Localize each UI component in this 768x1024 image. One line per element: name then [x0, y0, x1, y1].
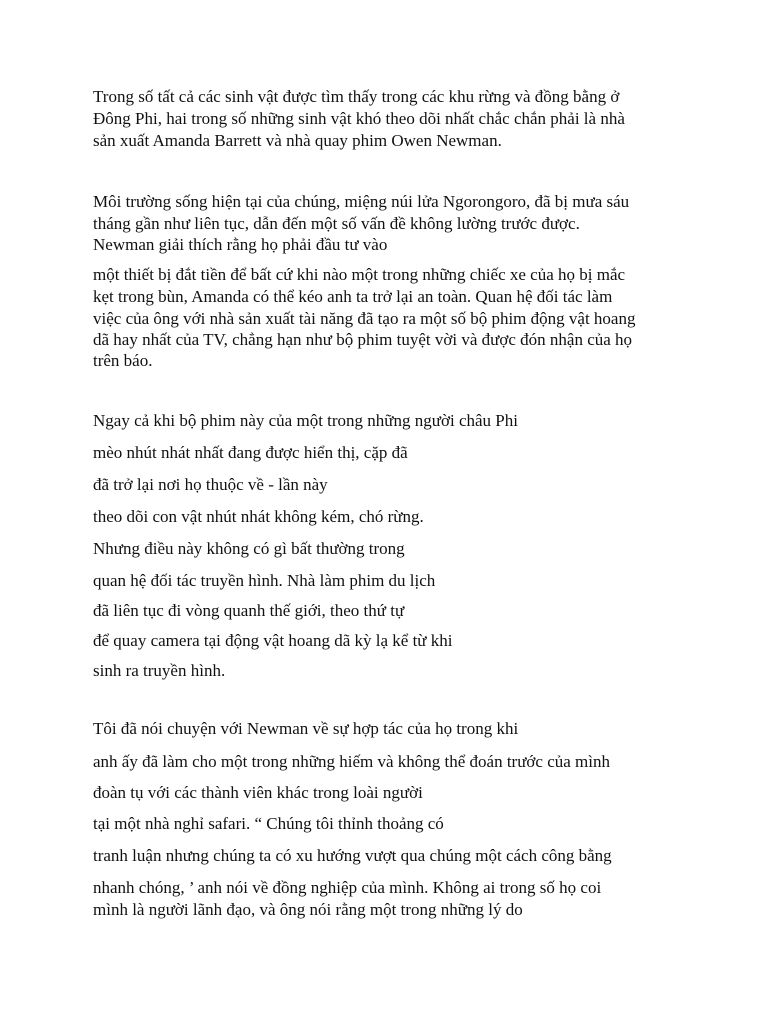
text-line: Nhưng điều này không có gì bất thường trong — [93, 539, 405, 558]
text-line: kẹt trong bùn, Amanda có thể kéo anh ta trở lại an toàn. Quan hệ đối tác làm — [93, 287, 613, 306]
text-line: một thiết bị đắt tiền để bất cứ khi nào một trong những chiếc xe của họ bị mắc — [93, 265, 626, 284]
text-line: đoàn tụ với các thành viên khác trong loài người — [93, 783, 423, 802]
text-line: Newman giải thích rằng họ phải đầu tư vào — [93, 235, 388, 254]
text-line: tranh luận nhưng chúng ta có xu hướng vượt qua chúng một cách công bằng — [93, 846, 612, 865]
text-line: theo dõi con vật nhút nhát không kém, chó rừng. — [93, 507, 424, 526]
text-line: Trong số tất cả các sinh vật được tìm thấy trong các khu rừng và đồng bằng ở — [93, 87, 620, 106]
text-line: sản xuất Amanda Barrett và nhà quay phim Owen Newman. — [93, 131, 502, 150]
text-line: đã trở lại nơi họ thuộc về - lần này — [93, 475, 328, 494]
text-line: sinh ra truyền hình. — [93, 661, 226, 680]
text-line: tháng gần như liên tục, dẫn đến một số vấn đề không lường trước được. — [93, 214, 580, 233]
text-line: việc của ông với nhà sản xuất tài năng đã tạo ra một số bộ phim động vật hoang — [93, 309, 636, 328]
text-line: đã liên tục đi vòng quanh thế giới, theo thứ tự — [93, 601, 405, 620]
text-line: anh ấy đã làm cho một trong những hiếm và không thể đoán trước của mình — [93, 752, 610, 771]
text-line: Môi trường sống hiện tại của chúng, miệng núi lửa Ngorongoro, đã bị mưa sáu — [93, 192, 630, 211]
text-line: Đông Phi, hai trong số những sinh vật khó theo dõi nhất chắc chắn phải là nhà — [93, 109, 625, 128]
text-line: dã hay nhất của TV, chẳng hạn như bộ phim tuyệt vời và được đón nhận của họ — [93, 330, 633, 349]
text-line: Ngay cả khi bộ phim này của một trong những người châu Phi — [93, 411, 518, 430]
text-line: trên báo. — [93, 351, 153, 370]
text-line: Tôi đã nói chuyện với Newman về sự hợp tác của họ trong khi — [93, 719, 519, 738]
text-line: quan hệ đối tác truyền hình. Nhà làm phim du lịch — [93, 571, 436, 590]
text-line: nhanh chóng, ’ anh nói về đồng nghiệp của mình. Không ai trong số họ coi — [93, 878, 602, 897]
text-line: để quay camera tại động vật hoang dã kỳ lạ kể từ khi — [93, 631, 453, 650]
text-line: mình là người lãnh đạo, và ông nói rằng một trong những lý do — [93, 900, 523, 919]
text-line: tại một nhà nghỉ safari. “ Chúng tôi thỉnh thoảng có — [93, 814, 444, 833]
text-line: mèo nhút nhát nhất đang được hiển thị, cặp đã — [93, 443, 408, 462]
